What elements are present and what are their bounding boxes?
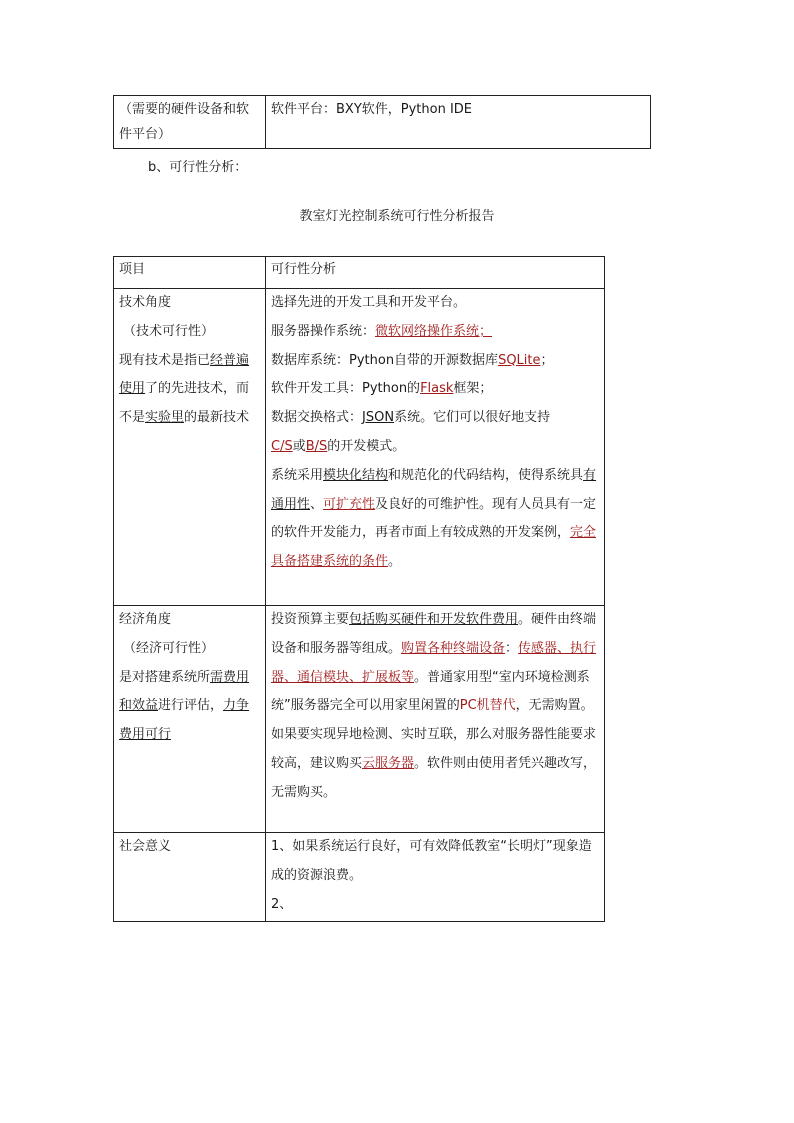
text-run: 。普通家用型“室内环境检测系统”服务器完全可以用家里闲置的 (271, 669, 590, 714)
text-run: 。 (388, 554, 402, 570)
text-run: 及良好的可维护性。现有人员具有一定的软件开发能力，再者市面上有较成熟的开发案例， (271, 496, 597, 541)
social-label-cell: 社会意义 (114, 833, 266, 922)
text-run: 或 (292, 438, 306, 454)
underlined-text: JSON (362, 410, 395, 426)
tech-line-5 (271, 404, 599, 433)
text-run: 的最新技术 (184, 410, 250, 426)
economic-title: 经济角度 (119, 612, 172, 627)
software-platform-cell: 软件平台：BXY软件，Python IDE (266, 96, 651, 149)
economic-paragraph (271, 606, 599, 808)
tech-line-4 (271, 375, 599, 404)
text-run: 软件开发工具：Python的 (271, 381, 421, 397)
economic-subtitle: （经济可行性） (123, 640, 215, 656)
text-run: 了的先进技术，而不是 (119, 381, 250, 426)
underlined-text: 需费用和效益 (119, 669, 250, 714)
text-run: 现有技术是指已 (119, 352, 211, 368)
text-run: ，无需购置。如果要实现异地检测、实时互联，那么对服务器性能要求较高，建议购买 (271, 698, 597, 771)
text-run: 。软件则由使用者凭兴趣改写，无需购买。 (271, 755, 597, 800)
tech-line-1: 选择先进的开发工具和开发平台。 (271, 295, 467, 310)
highlighted-text: C/S (271, 438, 293, 454)
hardware-software-table (113, 95, 651, 149)
text-run: 的开发模式。 (327, 438, 406, 454)
header-item: 项目 (114, 257, 266, 289)
highlighted-text: 传感器、执行器、通信模块、扩展板等 (271, 640, 597, 685)
table-row-social (114, 833, 605, 922)
header-analysis: 可行性分析 (266, 257, 605, 289)
highlighted-text: 微软网络操作系统； (375, 323, 493, 339)
technical-description (119, 347, 260, 433)
tech-line-6 (271, 433, 599, 462)
text-run: 进行评估， (158, 698, 224, 714)
table-row-economic (114, 606, 605, 833)
feasibility-table (113, 256, 605, 922)
text-run: 。硬件由终端设备和服务器等组成。 (271, 612, 597, 656)
text-run: 投资预算主要 (271, 612, 350, 627)
highlighted-text: Flask (420, 381, 454, 397)
table-header-row (114, 257, 605, 289)
economic-label-cell (114, 606, 266, 833)
technical-title: 技术角度 (119, 295, 172, 310)
underlined-text: 模块化结构 (323, 467, 389, 483)
text-run: ： (505, 640, 519, 656)
technical-subtitle: （技术可行性） (123, 323, 215, 339)
economic-analysis-cell (266, 606, 605, 833)
social-point-2: 2、 (271, 896, 293, 912)
social-point-1: 1、如果系统运行良好，可有效降低教室“长明灯”现象造成的资源浪费。 (271, 839, 592, 883)
text-run: 是对搭建系统所 (119, 669, 211, 685)
underlined-text: 包括购买硬件和开发软件费用 (349, 612, 519, 627)
hardware-label-cell: （需要的硬件设备和软件平台） (114, 96, 266, 149)
underlined-text: 有通用性 (271, 467, 597, 512)
highlighted-text: SQLite (498, 352, 541, 368)
social-analysis-cell (266, 833, 605, 922)
text-run: 数据交换格式： (271, 410, 363, 426)
highlighted-text: 完全具备搭建系统的条件 (271, 525, 597, 570)
text-run: 系统采用 (271, 467, 324, 483)
economic-description (119, 664, 260, 750)
highlighted-text: B/S (305, 438, 328, 454)
text-run: 服务器操作系统： (271, 323, 376, 339)
highlighted-text: 购置各种终端设备 (401, 640, 506, 656)
table-row-technical (114, 289, 605, 606)
underlined-text: 经普遍使用 (119, 352, 250, 397)
text-run: 框架； (453, 381, 493, 397)
technical-analysis-cell (266, 289, 605, 606)
technical-label-cell (114, 289, 266, 606)
text-run: 和规范化的代码结构，使得系统具 (388, 467, 584, 483)
report-title: 教室灯光控制系统可行性分析报告 (299, 209, 495, 224)
tech-paragraph-2 (271, 462, 599, 577)
underlined-text: 实验里 (145, 410, 185, 426)
text-run: 、 (310, 496, 324, 512)
highlighted-text: PC机替代 (459, 698, 516, 714)
section-b-heading: b、可行性分析： (148, 160, 248, 175)
text-run: 系统。它们可以很好地支持 (394, 410, 551, 426)
text-run: ； (540, 352, 554, 368)
highlighted-text: 云服务器 (362, 755, 415, 771)
tech-line-3 (271, 347, 599, 376)
tech-line-2 (271, 318, 599, 347)
underlined-text: 力争费用可行 (119, 698, 250, 743)
highlighted-text: 可扩充性 (323, 496, 376, 512)
table-row (114, 96, 651, 149)
text-run: 数据库系统：Python自带的开源数据库 (271, 352, 499, 368)
